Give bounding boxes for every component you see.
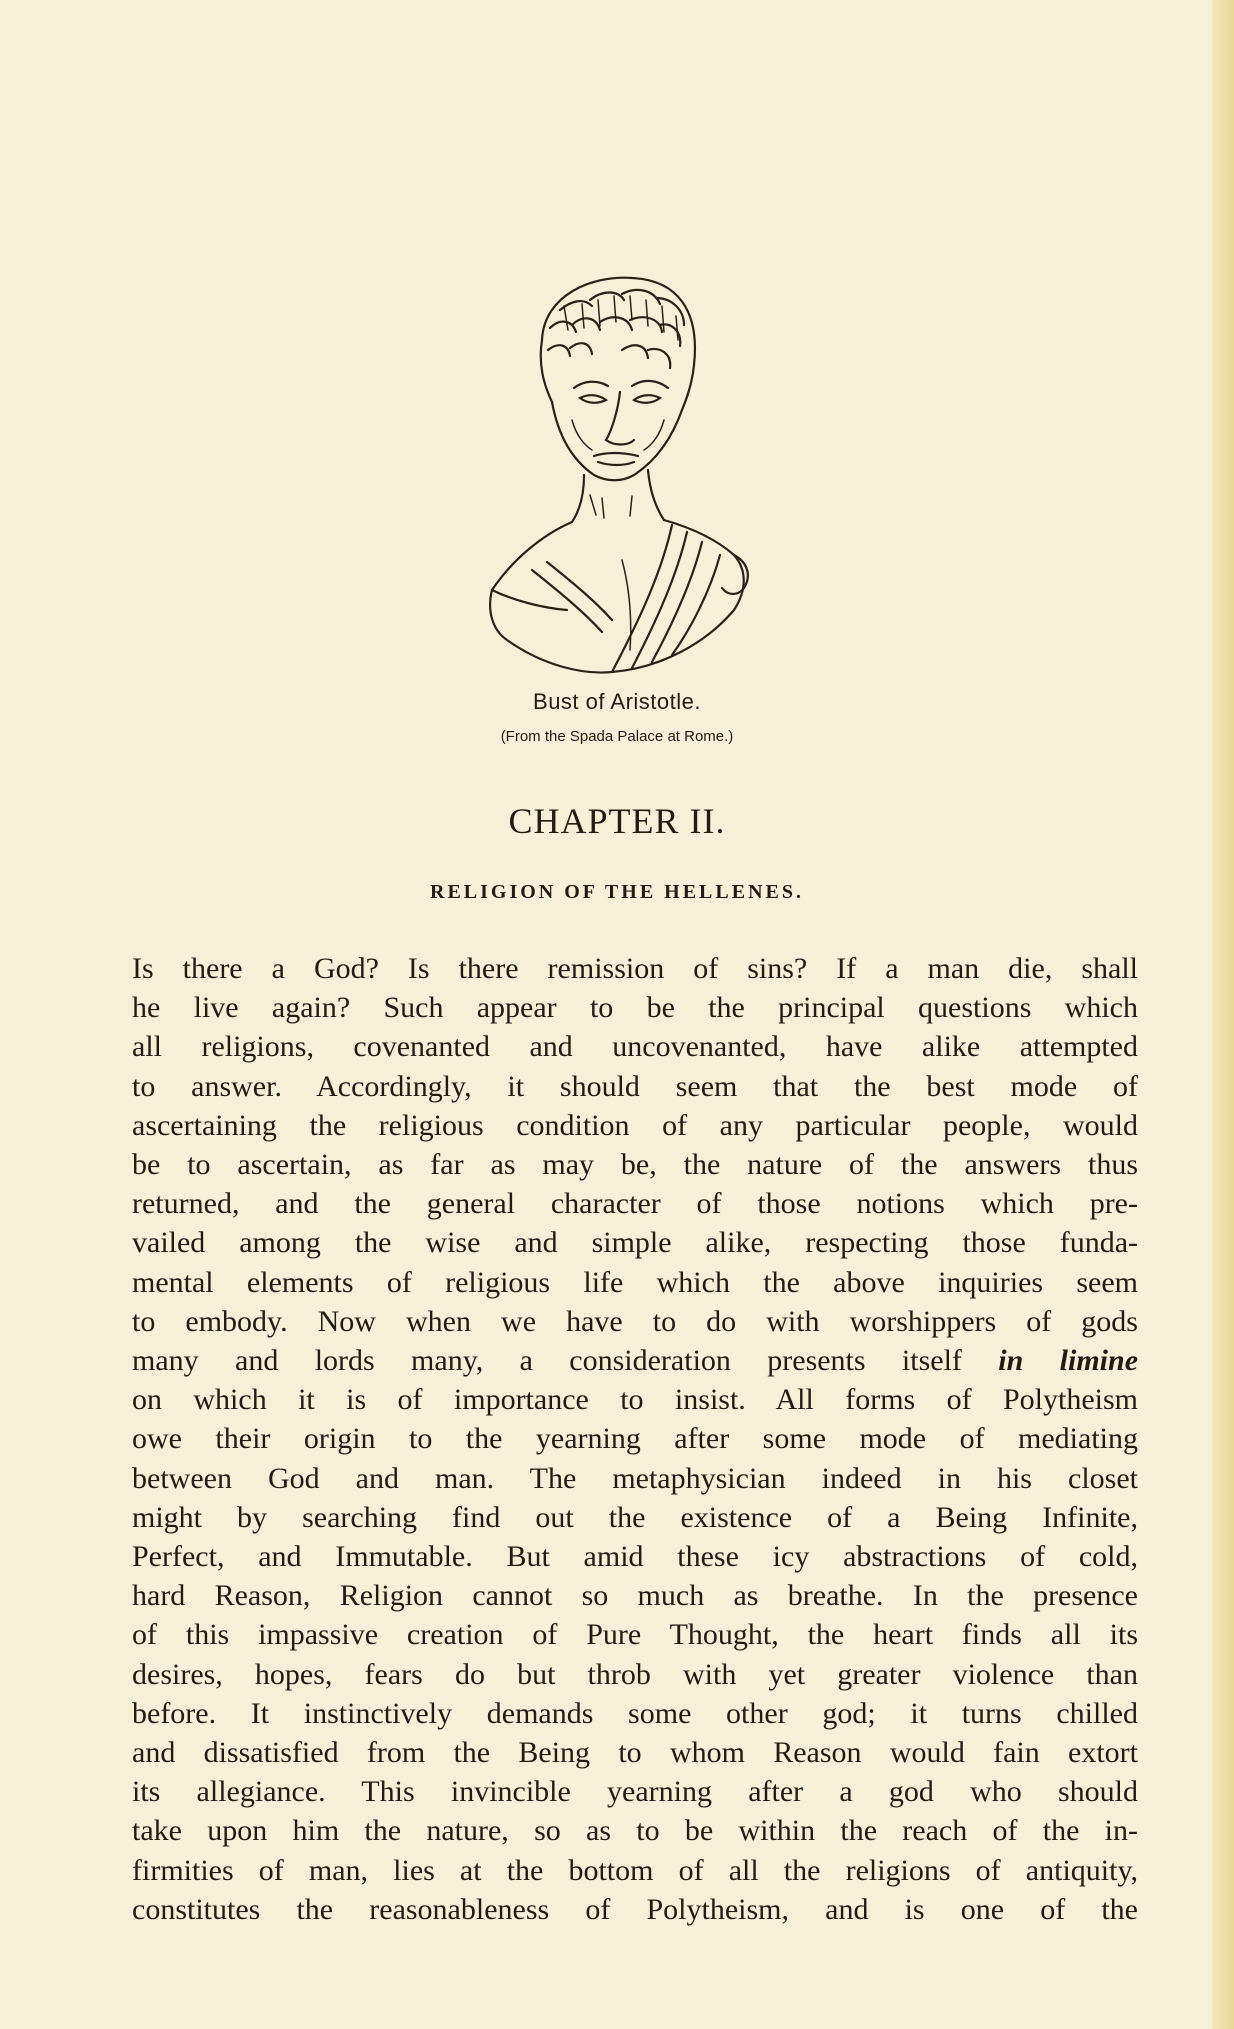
body-line: to embody. Now when we have to do with worshippers of gods xyxy=(132,1304,1138,1338)
body-line: between God and man. The metaphysician indeed in his closet xyxy=(132,1461,1138,1495)
body-line: hard Reason, Religion cannot so much as breathe. In the presence xyxy=(132,1579,1138,1613)
body-line: on which it is of importance to insist. All forms of Polytheism xyxy=(132,1383,1138,1417)
body-line: firmities of man, lies at the bottom of all the religions of antiquity, xyxy=(132,1853,1138,1887)
body-line: and dissatisfied from the Being to whom Reason would fain extort xyxy=(132,1736,1138,1770)
body-line: constitutes the reasonableness of Polytheism, and is one of the xyxy=(132,1892,1138,1926)
body-line: vailed among the wise and simple alike, respecting those funda- xyxy=(132,1226,1138,1260)
chapter-subtitle: RELIGION OF THE HELLENES. xyxy=(430,881,804,903)
body-line: returned, and the general character of those notions which pre- xyxy=(132,1187,1138,1221)
body-line: be to ascertain, as far as may be, the nature of the answers thus xyxy=(132,1148,1138,1182)
body-line: to answer. Accordingly, it should seem that the best mode of xyxy=(132,1069,1138,1103)
body-line: before. It instinctively demands some other god; it turns chilled xyxy=(132,1696,1138,1730)
body-line-with-italic xyxy=(132,1341,1138,1380)
body-line: mental elements of religious life which the above inquiries seem xyxy=(132,1265,1138,1299)
body-line: all religions, covenanted and uncovenanted, have alike attempted xyxy=(132,1030,1138,1064)
body-line-text: many and lords many, a consideration presents itself xyxy=(132,1344,962,1378)
body-line: desires, hopes, fears do but throb with yet greater violence than xyxy=(132,1657,1138,1691)
body-line: he live again? Such appear to be the principal questions which xyxy=(132,991,1138,1025)
figure-caption: Bust of Aristotle. xyxy=(533,689,701,714)
body-line: take upon him the nature, so as to be within the reach of the in- xyxy=(132,1814,1138,1848)
page-speck xyxy=(625,1990,637,1998)
body-line: of this impassive creation of Pure Thought, the heart finds all its xyxy=(132,1618,1138,1652)
chapter-title: CHAPTER II. xyxy=(508,801,726,841)
body-text xyxy=(132,949,1138,1929)
body-line: ascertaining the religious condition of any particular people, would xyxy=(132,1108,1138,1142)
figure-source: (From the Spada Palace at Rome.) xyxy=(500,728,734,745)
body-line: its allegiance. This invincible yearning after a god who should xyxy=(132,1775,1138,1809)
body-line: might by searching find out the existence of a Being Infinite, xyxy=(132,1500,1138,1534)
italic-phrase: in limine xyxy=(998,1344,1139,1378)
body-line: owe their origin to the yearning after some mode of mediating xyxy=(132,1422,1138,1456)
bust-drawing xyxy=(472,270,762,680)
body-line: Perfect, and Immutable. But amid these icy abstractions of cold, xyxy=(132,1540,1138,1574)
aristotle-bust-illustration xyxy=(0,270,1234,690)
body-line: Is there a God? Is there remission of sins? If a man die, shall xyxy=(132,952,1138,985)
